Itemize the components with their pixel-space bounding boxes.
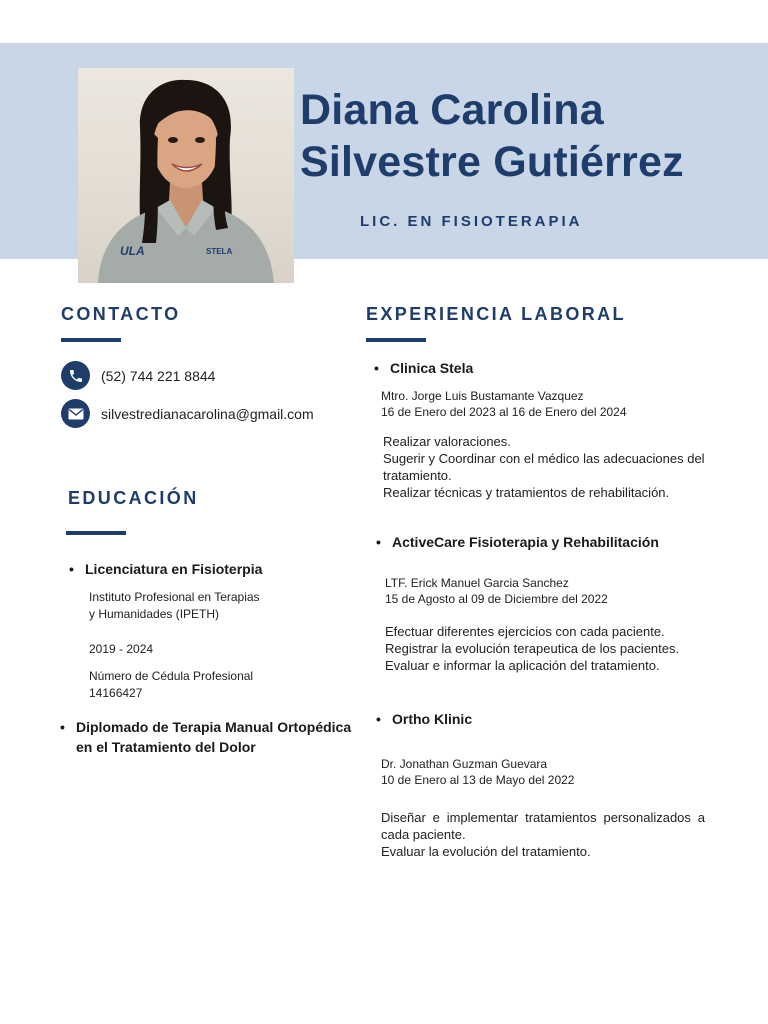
- job-dates: 10 de Enero al 13 de Mayo del 2022: [381, 773, 575, 787]
- duty-line: Sugerir y Coordinar con el médico las adecuaciones del: [383, 451, 705, 466]
- education-item-title: • Licenciatura en Fisioterpia: [85, 561, 262, 577]
- duty-line: Realizar técnicas y tratamientos de rehabilitación.: [383, 485, 670, 500]
- job-supervisor: Mtro. Jorge Luis Bustamante Vazquez: [381, 389, 584, 403]
- education-cedula: [89, 668, 253, 702]
- duty-line: tratamiento.: [383, 468, 452, 483]
- professional-title: LIC. EN FISIOTERAPIA: [360, 213, 583, 230]
- education-institution: [89, 589, 260, 623]
- institution-line-2: y Humanidades (IPETH): [89, 607, 220, 621]
- phone-number[interactable]: (52) 744 221 8844: [101, 367, 216, 384]
- job-company: • Clinica Stela: [390, 360, 473, 376]
- profile-photo: [78, 68, 294, 283]
- contact-phone-row: [61, 361, 215, 390]
- cedula-label: Número de Cédula Profesional: [89, 669, 254, 683]
- job-company: • ActiveCare Fisioterapia y Rehabilitación: [392, 534, 659, 550]
- email-icon: [61, 399, 90, 428]
- job-dates: 15 de Agosto al 09 de Diciembre del 2022: [385, 592, 608, 606]
- contact-heading: CONTACTO: [61, 304, 181, 324]
- name-line-1: Diana Carolina: [300, 86, 604, 134]
- education-heading: EDUCACIÓN: [68, 488, 199, 508]
- cedula-number: 14166427: [89, 686, 143, 700]
- job-company: • Ortho Klinic: [392, 711, 472, 727]
- diploma-line-1: • Diplomado de Terapia Manual Ortopédica: [76, 719, 352, 735]
- job-duties: [381, 809, 705, 860]
- job-supervisor: Dr. Jonathan Guzman Guevara: [381, 757, 548, 771]
- job-dates: 16 de Enero del 2023 al 16 de Enero del 2024: [381, 405, 627, 419]
- institution-line-1: Instituto Profesional en Terapias: [89, 590, 260, 604]
- duty-line: cada paciente.: [381, 827, 466, 842]
- contact-email-row: [61, 399, 314, 428]
- phone-icon: [61, 361, 90, 390]
- duty-line: Realizar valoraciones.: [383, 434, 511, 449]
- job-supervisor: LTF. Erick Manuel Garcia Sanchez: [385, 576, 569, 590]
- job-duties: [385, 623, 679, 674]
- full-name: [300, 84, 684, 188]
- email-address[interactable]: silvestredianacarolina@gmail.com: [101, 405, 314, 422]
- duty-line: Registrar la evolución terapeutica de los pacientes.: [385, 641, 680, 656]
- job-duties: [383, 433, 705, 501]
- education-years: 2019 - 2024: [89, 642, 154, 656]
- shirt-logo-right: STELA: [206, 247, 233, 256]
- name-line-2: Silvestre Gutiérrez: [300, 138, 684, 186]
- contact-rule: [61, 338, 121, 342]
- duty-line: Diseñar e implementar tratamientos personalizados a: [381, 810, 705, 825]
- diploma-line-2: en el Tratamiento del Dolor: [76, 739, 256, 755]
- shirt-logo-left: ULA: [120, 244, 145, 258]
- duty-line: Evaluar e informar la aplicación del tratamiento.: [385, 658, 660, 673]
- diploma-title: [76, 717, 351, 757]
- experience-heading: EXPERIENCIA LABORAL: [366, 304, 626, 324]
- duty-line: Efectuar diferentes ejercicios con cada paciente.: [385, 624, 665, 639]
- duty-line: Evaluar la evolución del tratamiento.: [381, 844, 591, 859]
- experience-rule: [366, 338, 426, 342]
- education-rule: [66, 531, 126, 535]
